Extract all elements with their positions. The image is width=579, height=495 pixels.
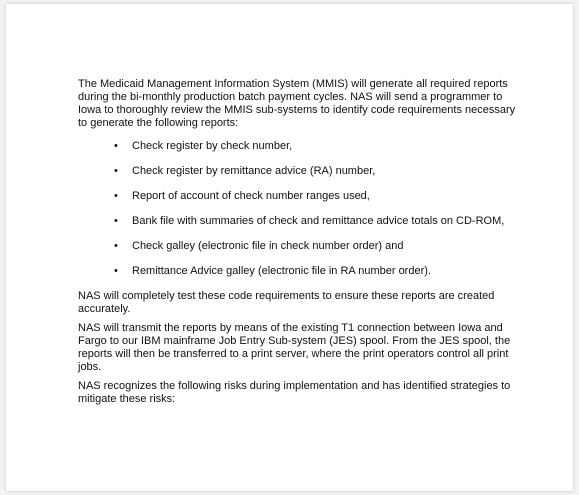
bullet-icon: • xyxy=(114,265,118,277)
list-item xyxy=(78,190,518,203)
testing-paragraph: NAS will completely test these code requirements to ensure these reports are created accurately. xyxy=(78,290,495,315)
list-item-text: Check register by remittance advice (RA) number, xyxy=(132,165,376,177)
transmit-paragraph: NAS will transmit the reports by means of the existing T1 connection between Iowa and Fargo to our IBM mainframe Job Entry Sub-system (JES) spool. From the JES spool, the reports will then be transferred to a print server, where the print operators control all print jobs. xyxy=(78,322,511,373)
list-item-text: Check register by check number, xyxy=(132,140,293,152)
list-item xyxy=(78,215,518,228)
risks-paragraph: NAS recognizes the following risks during implementation and has identified strategies to mitigate these risks: xyxy=(78,380,511,405)
bullet-icon: • xyxy=(114,215,118,227)
bullet-icon: • xyxy=(114,165,118,177)
list-item-text: Check galley (electronic file in check number order) and xyxy=(132,240,404,252)
list-item xyxy=(78,240,518,253)
bullet-icon: • xyxy=(114,140,118,152)
bullet-icon: • xyxy=(114,190,118,202)
document-page xyxy=(6,4,573,491)
list-item xyxy=(78,265,518,278)
list-item-text: Report of account of check number ranges used, xyxy=(132,190,370,202)
document-body xyxy=(78,78,518,412)
list-item-text: Remittance Advice galley (electronic file in RA number order). xyxy=(132,265,431,277)
bullet-icon: • xyxy=(114,240,118,252)
reports-list xyxy=(78,140,518,278)
list-item xyxy=(78,140,518,153)
list-item-text: Bank file with summaries of check and remittance advice totals on CD-ROM, xyxy=(132,215,505,227)
intro-paragraph: The Medicaid Management Information System (MMIS) will generate all required reports during the bi-monthly production batch payment cycles. NAS will send a programmer to Iowa to thoroughly review the MMIS sub-systems to identify code requirements necessary to generate the following reports: xyxy=(78,78,516,129)
list-item xyxy=(78,165,518,178)
